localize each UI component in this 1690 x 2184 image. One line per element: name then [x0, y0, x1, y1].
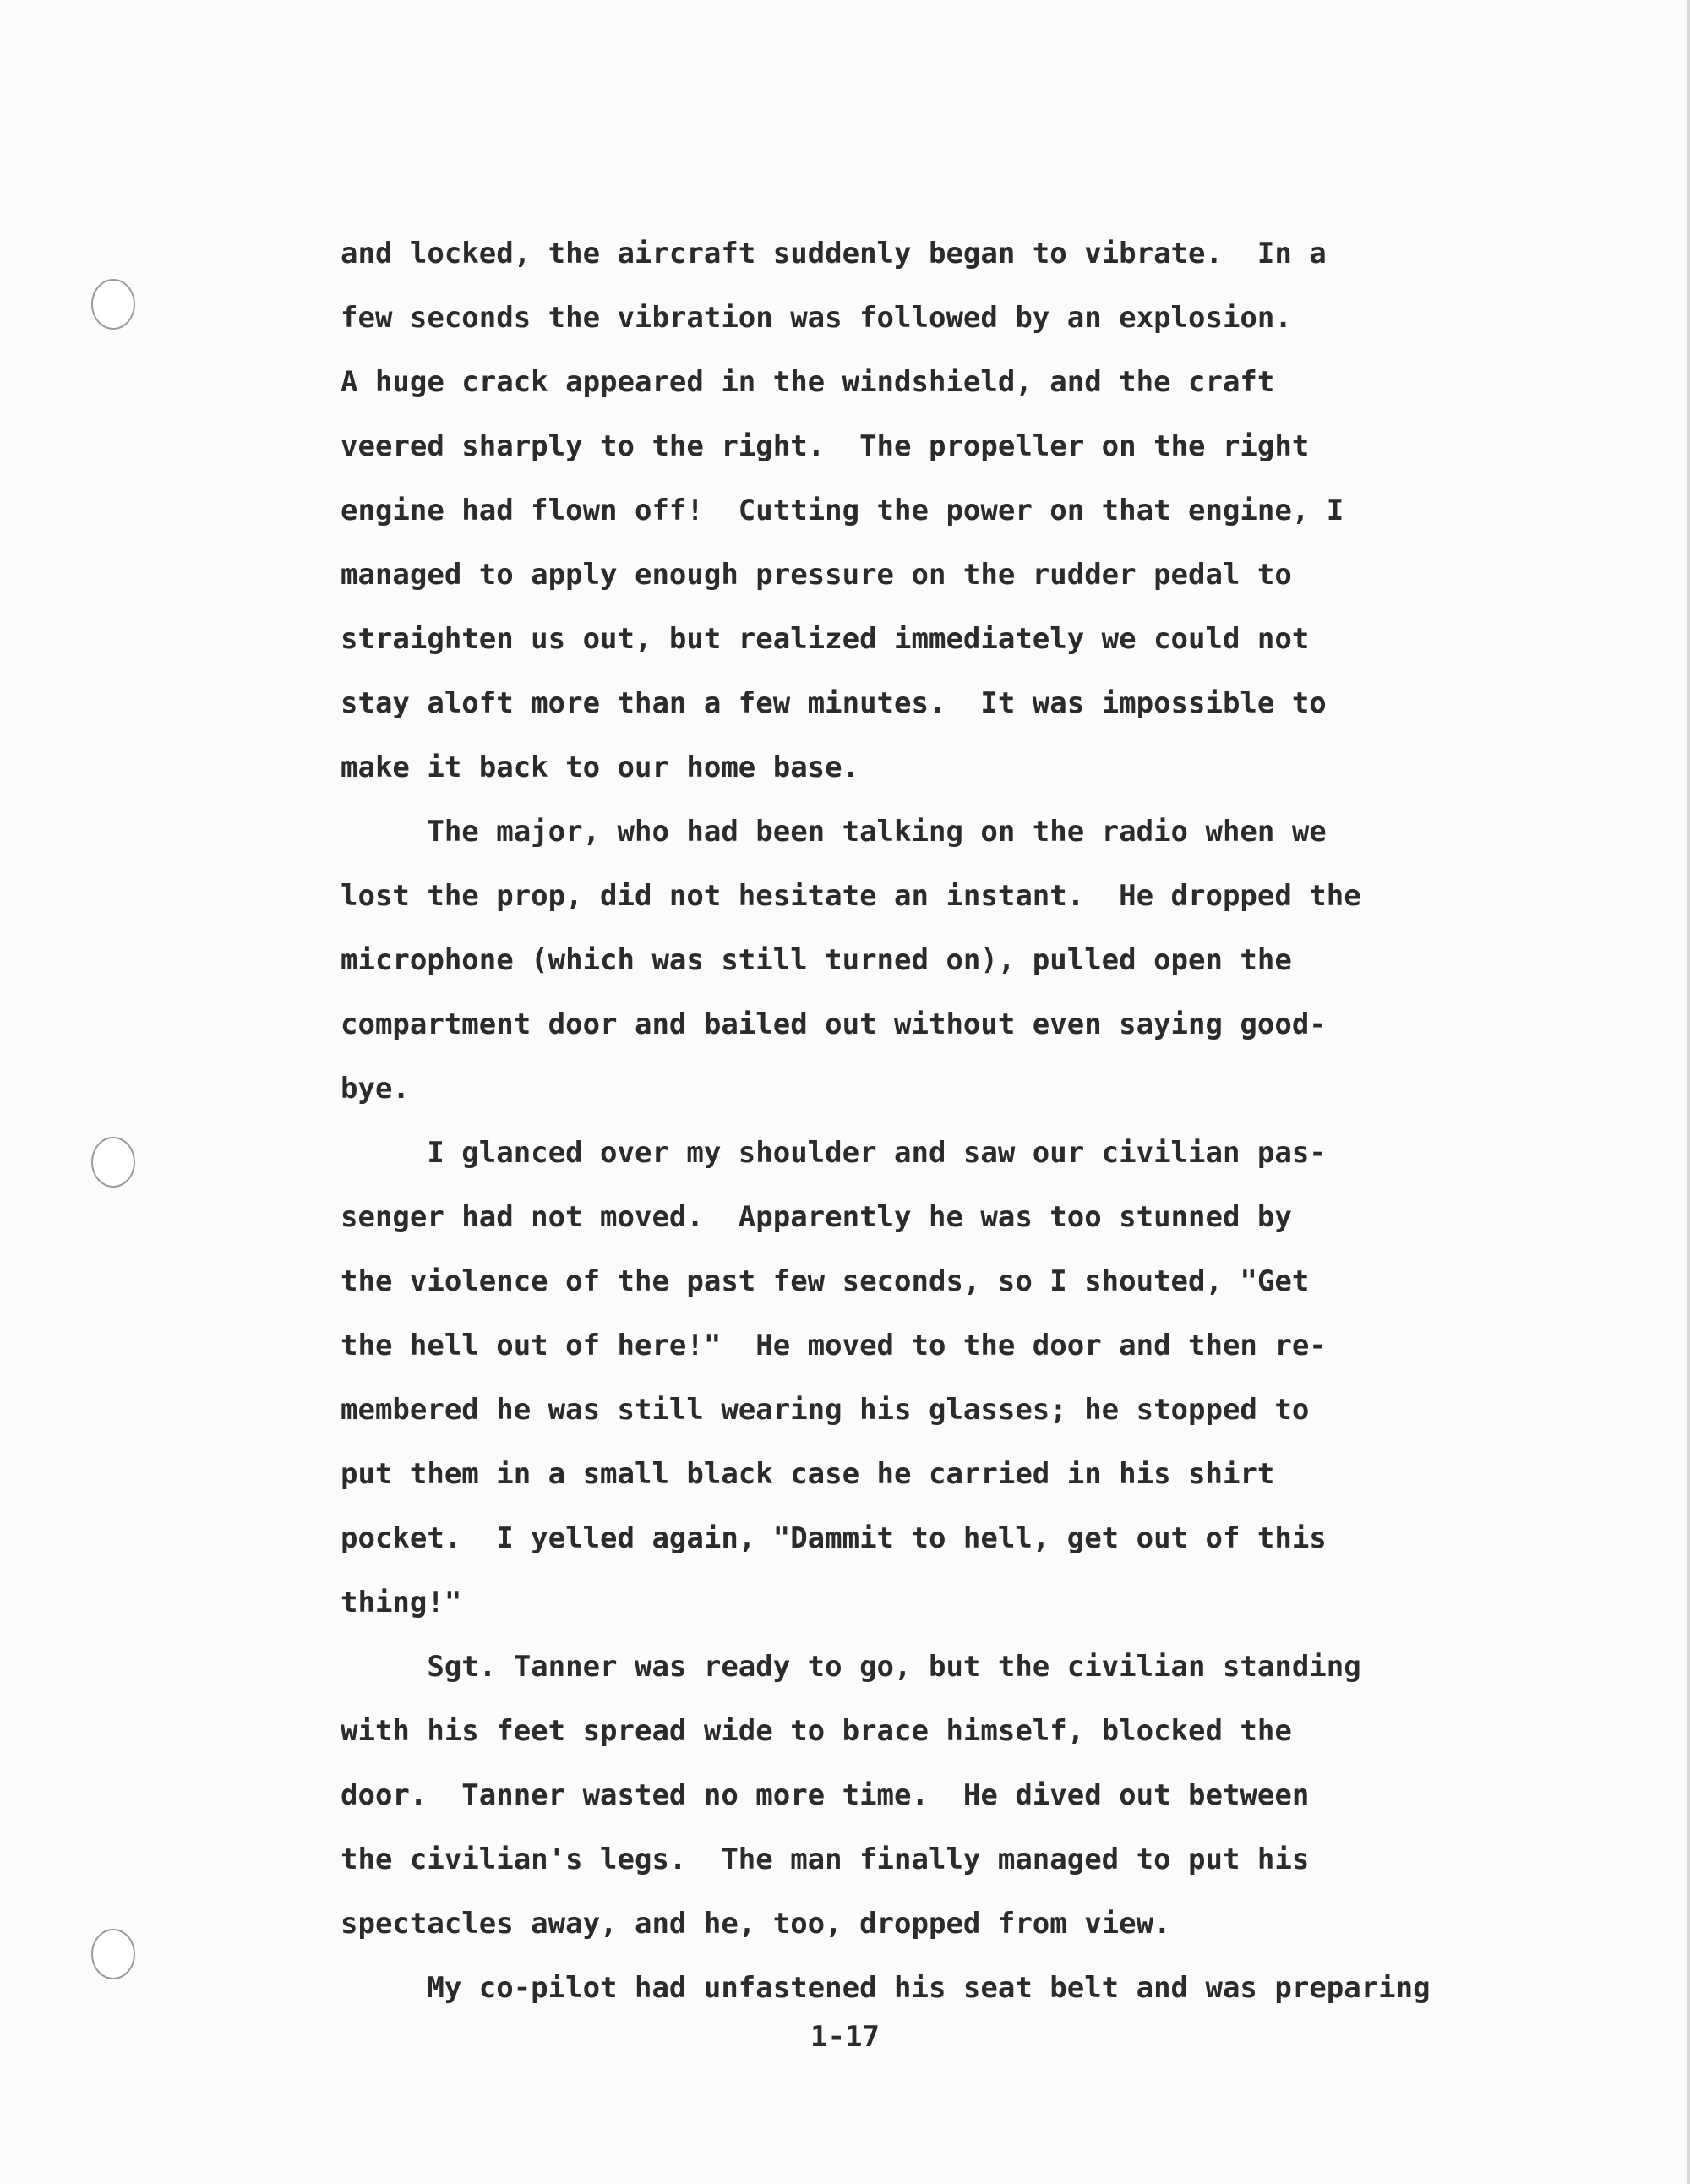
body-text — [341, 221, 1608, 2020]
text-line: My co-pilot had unfastened his seat belt and was preparing — [341, 1971, 1431, 2005]
text-line: the civilian's legs. The man finally managed to put his — [341, 1843, 1310, 1876]
text-line: spectacles away, and he, too, dropped from view. — [341, 1907, 1171, 1941]
binder-hole-bottom — [91, 1929, 135, 1979]
text-line: door. Tanner wasted no more time. He dived out between — [341, 1778, 1310, 1812]
text-line: stay aloft more than a few minutes. It was impossible to — [341, 686, 1327, 720]
text-line: put them in a small black case he carried in his shirt — [341, 1457, 1275, 1491]
text-line: engine had flown off! Cutting the power on that engine, I — [341, 494, 1344, 527]
text-line: I glanced over my shoulder and saw our civilian pas- — [341, 1136, 1327, 1170]
text-line: and locked, the aircraft suddenly began to vibrate. In a — [341, 237, 1327, 270]
text-line: microphone (which was still turned on), pulled open the — [341, 943, 1292, 977]
binder-hole-top — [91, 279, 135, 330]
text-line: the hell out of here!" He moved to the door and then re- — [341, 1329, 1327, 1362]
text-line: thing!" — [341, 1586, 462, 1619]
text-line: bye. — [341, 1072, 410, 1106]
text-line: compartment door and bailed out without even saying good- — [341, 1007, 1327, 1041]
binder-hole-middle — [91, 1137, 135, 1188]
text-line: The major, who had been talking on the radio when we — [341, 815, 1327, 849]
page-number: 1-17 — [810, 2020, 880, 2054]
text-line: veered sharply to the right. The propeller on the right — [341, 429, 1310, 463]
text-line: straighten us out, but realized immediately we could not — [341, 622, 1310, 656]
text-line: senger had not moved. Apparently he was too stunned by — [341, 1200, 1292, 1234]
text-line: make it back to our home base. — [341, 751, 860, 784]
text-line: A huge crack appeared in the windshield, and the craft — [341, 365, 1275, 399]
text-line: the violence of the past few seconds, so I shouted, "Get — [341, 1264, 1310, 1298]
text-line: pocket. I yelled again, "Dammit to hell, get out of this — [341, 1521, 1327, 1555]
text-line: lost the prop, did not hesitate an instant. He dropped the — [341, 879, 1361, 913]
text-line: few seconds the vibration was followed by an explosion. — [341, 301, 1292, 335]
text-line: membered he was still wearing his glasses; he stopped to — [341, 1393, 1310, 1427]
text-line: managed to apply enough pressure on the rudder pedal to — [341, 558, 1292, 592]
text-line: with his feet spread wide to brace himself, blocked the — [341, 1714, 1292, 1748]
text-line: Sgt. Tanner was ready to go, but the civilian standing — [341, 1650, 1361, 1684]
